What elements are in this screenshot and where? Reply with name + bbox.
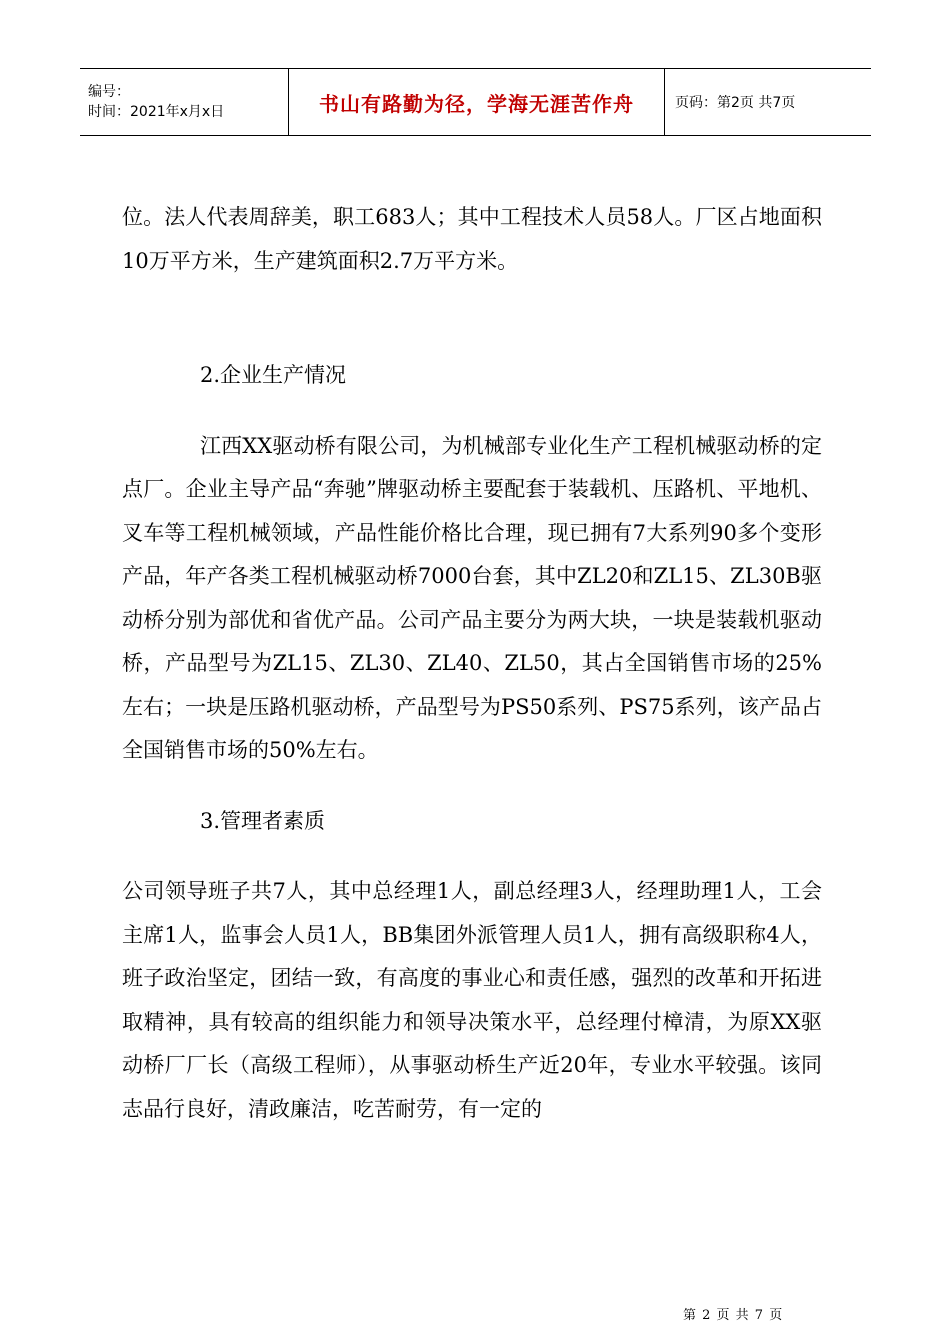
document-number-label: 编号：: [88, 84, 130, 100]
page-footer-number: 第 2 页 共 7 页: [683, 1308, 784, 1323]
paragraph-production: 江西XX驱动桥有限公司，为机械部专业化生产工程机械驱动桥的定点厂。企业主导产品“奔驰”牌驱动桥主要配套于装载机、压路机、平地机、叉车等工程机械领域，产品性能价格比合理，现已拥有7大系列90多个变形产品，年产各类工程机械驱动桥7000台套，其中ZL20和ZL15、ZL30B驱动桥分别为部优和省优产品。公司产品主要分为两大块，一块是装载机驱动桥，产品型号为ZL15、ZL30、ZL40、ZL50，其占全国销售市场的25%左右；一块是压路机驱动桥，产品型号为PS50系列、PS75系列，该产品占全国销售市场的50%左右。: [122, 433, 822, 762]
section-heading-production: 2.企业生产情况: [200, 363, 347, 387]
paragraph-management: 公司领导班子共7人，其中总经理1人，副总经理3人，经理助理1人，工会主席1人，监事会人员1人，BB集团外派管理人员1人，拥有高级职称4人，班子政治坚定，团结一致，有高度的事业心和责任感，强烈的改革和开拓进取精神，具有较高的组织能力和领导决策水平，总经理付樟清，为原XX驱动桥厂厂长（高级工程师），从事驱动桥生产近20年，专业水平较强。该同志品行良好，清政廉洁，吃苦耐劳，有一定的: [122, 879, 822, 1121]
header-motto-cell: [289, 69, 665, 136]
paragraph-company-overview: 位。法人代表周辞美，职工683人；其中工程技术人员58人。厂区占地面积10万平方米，生产建筑面积2.7万平方米。: [122, 205, 822, 273]
document-body: [122, 196, 822, 1131]
header-motto: 书山有路勤为径，学海无涯苦作舟: [319, 91, 634, 116]
document-date-label: 时间：2021年x月x日: [88, 104, 225, 120]
document-header: [80, 68, 871, 136]
section-heading-management: 3.管理者素质: [200, 808, 326, 833]
header-page-info: 页码：第2页 共7页: [665, 69, 872, 136]
header-meta: [80, 69, 289, 136]
